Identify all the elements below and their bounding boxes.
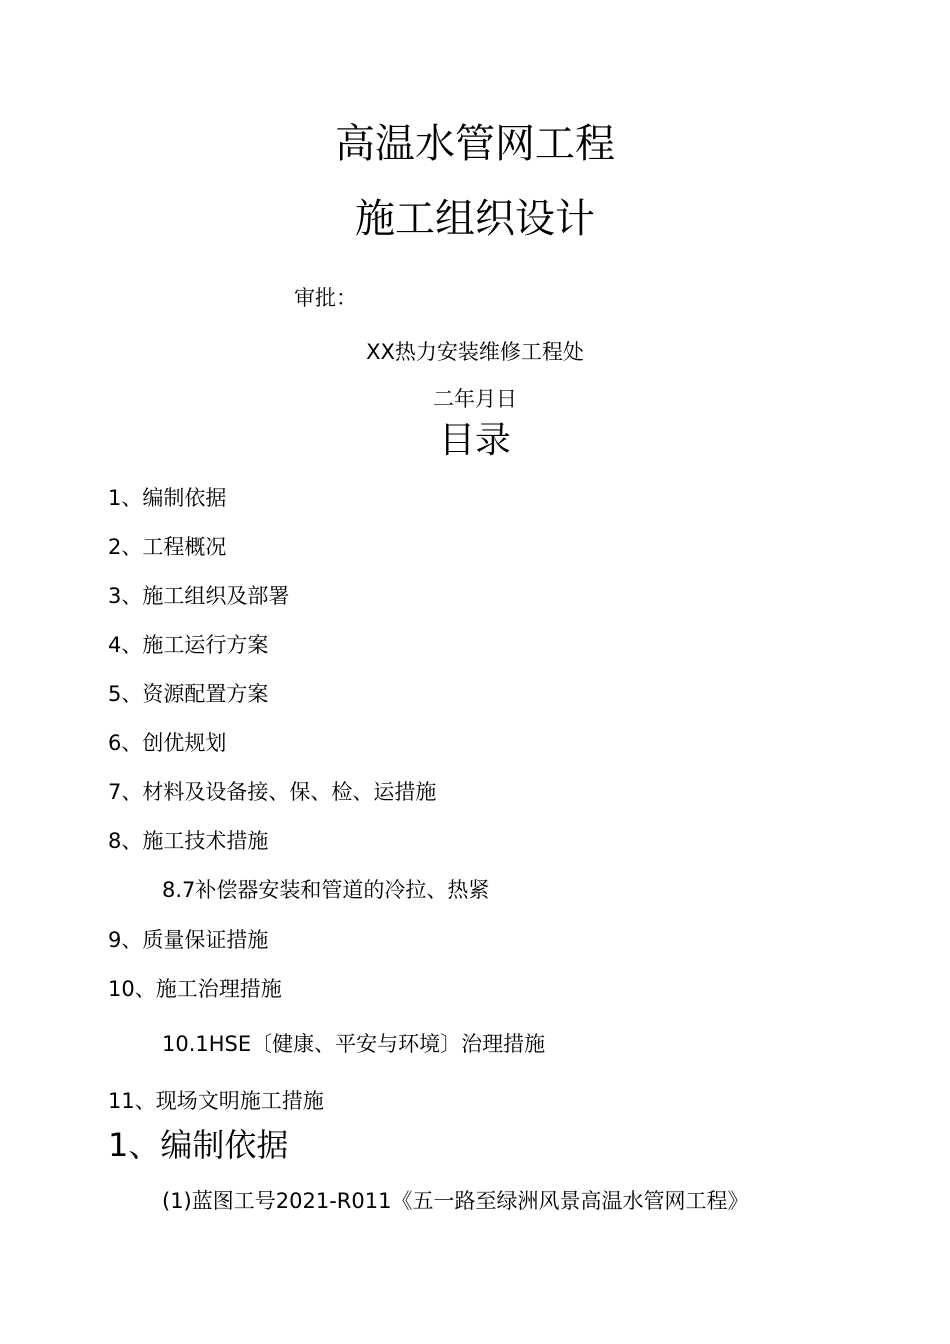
organization-name: XX热力安装维修工程处 [366,340,584,364]
toc-item: 11、现场文明施工措施 [108,1089,324,1113]
toc-title: 目录 [438,420,511,461]
toc-item: 3、施工组织及部署 [108,584,290,608]
toc-item: 6、创优规划 [108,731,227,755]
toc-item: 4、施工运行方案 [108,633,269,657]
toc-subitem: 10.1HSE〔健康、平安与环境〕治理措施 [162,1032,546,1056]
cover-title-line2: 施工组织设计 [355,196,595,242]
toc-item: 10、施工治理措施 [108,977,282,1001]
toc-item: 1、编制依据 [108,486,227,510]
cover-title-line1: 高温水管网工程 [335,121,615,167]
section-heading: 1、编制依据 [108,1126,289,1164]
toc-item: 9、质量保证措施 [108,928,269,952]
toc-item: 8、施工技术措施 [108,829,269,853]
cover-date: 二年月日 [433,387,517,411]
toc-subitem: 8.7补偿器安装和管道的冷拉、热紧 [162,878,490,902]
toc-item: 5、资源配置方案 [108,682,269,706]
toc-item: 2、工程概况 [108,535,227,559]
body-paragraph: (1)蓝图工号2021-R011《五一路至绿洲风景高温水管网工程》 [162,1189,749,1213]
toc-item: 7、材料及设备接、保、检、运措施 [108,780,437,804]
approval-label: 审批： [294,286,357,310]
